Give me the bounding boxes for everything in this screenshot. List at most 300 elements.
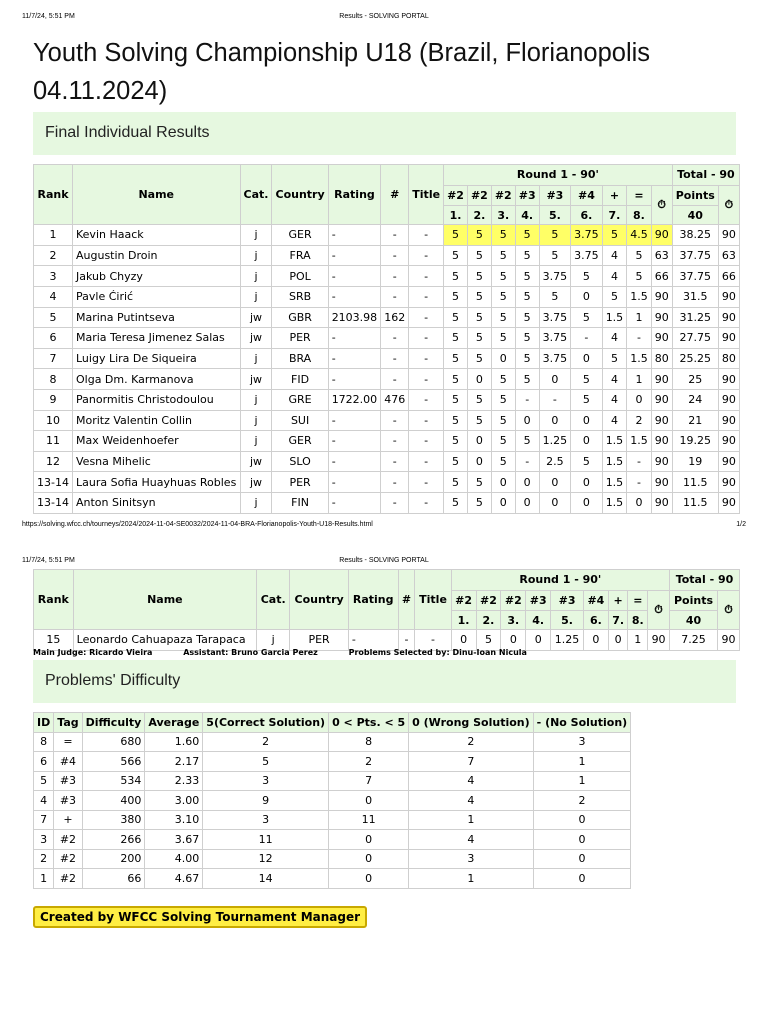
rank-cell: 9 [34, 389, 73, 410]
difficulty-row [34, 791, 631, 811]
score-cell: 5 [467, 225, 491, 246]
time-cell: 90 [651, 389, 672, 410]
score-cell: 1.5 [627, 431, 652, 452]
score-cell: 5 [444, 451, 468, 472]
score-cell: 4 [602, 410, 627, 431]
col-rating-header: Rating [348, 570, 398, 630]
difficulty-cell: 3 [533, 732, 631, 752]
problem-tag-header: + [608, 590, 628, 611]
difficulty-cell: 8 [34, 732, 54, 752]
hash-cell: - [381, 245, 409, 266]
difficulty-cell: 3.10 [145, 810, 203, 830]
rating-cell: - [328, 225, 381, 246]
difficulty-row [34, 752, 631, 772]
difficulty-col-header: Average [145, 713, 203, 733]
score-cell: 1 [628, 630, 648, 651]
time-cell: 90 [651, 369, 672, 390]
difficulty-cell: 2.33 [145, 771, 203, 791]
problem-tag-header: #3 [526, 590, 551, 611]
country-cell: PER [272, 472, 328, 493]
result-row [34, 307, 740, 328]
difficulty-cell: 2 [34, 849, 54, 869]
score-cell: 5 [491, 266, 515, 287]
score-cell: 5 [515, 286, 539, 307]
difficulty-cell: 5 [203, 752, 329, 772]
cat-cell: jw [240, 307, 272, 328]
score-cell: - [627, 328, 652, 349]
difficulty-cell: 1 [409, 810, 534, 830]
stopwatch-icon: ⏱ [648, 590, 670, 630]
problem-tag-header: #3 [539, 185, 571, 206]
difficulty-cell: #2 [54, 869, 82, 889]
col-title-header: Title [415, 570, 451, 630]
title-cell: - [409, 410, 444, 431]
score-cell: 5 [491, 286, 515, 307]
country-cell: GER [272, 431, 328, 452]
score-cell: 0 [515, 492, 539, 513]
problem-number-header: 7. [608, 611, 628, 630]
difficulty-cell: 4 [409, 830, 534, 850]
col-name-header: Name [73, 165, 241, 225]
rating-cell: - [328, 492, 381, 513]
result-row [34, 328, 740, 349]
score-cell: 5 [444, 410, 468, 431]
difficulty-cell: 2 [203, 732, 329, 752]
score-cell: 5 [444, 286, 468, 307]
points-cell: 21 [672, 410, 718, 431]
time-cell: 90 [651, 286, 672, 307]
difficulty-cell: 2 [533, 791, 631, 811]
total-time-cell: 90 [718, 369, 739, 390]
difficulty-col-header: - (No Solution) [533, 713, 631, 733]
score-cell: 0 [467, 369, 491, 390]
title-cell: - [409, 328, 444, 349]
score-cell: 0 [467, 431, 491, 452]
problem-tag-header: + [602, 185, 627, 206]
col-country-header: Country [272, 165, 328, 225]
score-cell: 5 [571, 266, 603, 287]
problem-number-header: 3. [501, 611, 526, 630]
score-cell: 5 [491, 369, 515, 390]
points-cell: 7.25 [670, 630, 718, 651]
score-cell: 1.5 [627, 348, 652, 369]
problem-number-header: 8. [628, 611, 648, 630]
score-cell: 4 [602, 369, 627, 390]
rating-cell: - [328, 266, 381, 287]
rating-cell: - [328, 431, 381, 452]
col-hash-header: # [381, 165, 409, 225]
total-time-cell: 90 [718, 472, 739, 493]
stopwatch-icon: ⏱ [718, 185, 739, 225]
total-header: Total - 90 [672, 165, 739, 186]
difficulty-cell: 3 [203, 810, 329, 830]
score-cell: 5 [571, 307, 603, 328]
points-header: Points [670, 590, 718, 611]
problem-tag-header: #2 [467, 185, 491, 206]
hash-cell: - [381, 369, 409, 390]
problem-number-header: 1. [451, 611, 476, 630]
problem-tag-header: #2 [451, 590, 476, 611]
score-cell: 0 [515, 410, 539, 431]
cat-cell: j [240, 245, 272, 266]
difficulty-cell: 4 [409, 771, 534, 791]
name-cell: Leonardo Cahuapaza Tarapaca [73, 630, 256, 651]
problem-number-header: 2. [467, 206, 491, 225]
score-cell: 1.5 [602, 451, 627, 472]
title-cell: - [415, 630, 451, 651]
difficulty-cell: 566 [82, 752, 145, 772]
result-row [34, 266, 740, 287]
score-cell: 1.5 [602, 431, 627, 452]
score-cell: 0 [571, 492, 603, 513]
difficulty-cell: 0 [533, 849, 631, 869]
problem-tag-header: #2 [491, 185, 515, 206]
difficulty-col-header: 0 (Wrong Solution) [409, 713, 534, 733]
score-cell: 5 [444, 472, 468, 493]
difficulty-cell: 7 [34, 810, 54, 830]
score-cell: 5 [491, 307, 515, 328]
points-cell: 37.75 [672, 245, 718, 266]
score-cell: 5 [467, 266, 491, 287]
name-cell: Luigy Lira De Siqueira [73, 348, 241, 369]
country-cell: SRB [272, 286, 328, 307]
cat-cell: j [240, 286, 272, 307]
score-cell: 0 [526, 630, 551, 651]
score-cell: 5 [539, 245, 571, 266]
hash-cell: - [381, 472, 409, 493]
col-rank-header: Rank [34, 570, 74, 630]
score-cell: - [515, 451, 539, 472]
difficulty-cell: 9 [203, 791, 329, 811]
time-cell: 90 [648, 630, 670, 651]
round-header: Round 1 - 90' [451, 570, 669, 591]
score-cell: 2.5 [539, 451, 571, 472]
total-header: Total - 90 [670, 570, 740, 591]
time-cell: 90 [651, 492, 672, 513]
rank-cell: 4 [34, 286, 73, 307]
difficulty-cell: 0 [329, 869, 409, 889]
print-page-title-2: Results - SOLVING PORTAL [339, 557, 429, 564]
difficulty-cell: 3 [203, 771, 329, 791]
print-datetime: 11/7/24, 5:51 PM [22, 13, 75, 20]
name-cell: Marina Putintseva [73, 307, 241, 328]
problem-tag-header: = [627, 185, 652, 206]
cat-cell: j [240, 410, 272, 431]
rating-cell: - [348, 630, 398, 651]
total-time-cell: 90 [718, 492, 739, 513]
time-cell: 90 [651, 225, 672, 246]
score-cell: 5 [491, 410, 515, 431]
results-table-continued [33, 569, 740, 651]
problem-number-header: 4. [526, 611, 551, 630]
difficulty-cell: 200 [82, 849, 145, 869]
name-cell: Pavle Ćirić [73, 286, 241, 307]
difficulty-cell: 0 [533, 830, 631, 850]
score-cell: 5 [444, 389, 468, 410]
rating-cell: - [328, 286, 381, 307]
difficulty-cell: 3 [409, 849, 534, 869]
country-cell: FRA [272, 245, 328, 266]
rating-cell: - [328, 328, 381, 349]
score-cell: 5 [467, 307, 491, 328]
difficulty-row [34, 849, 631, 869]
difficulty-col-header: Tag [54, 713, 82, 733]
col-cat-header: Cat. [240, 165, 272, 225]
score-cell: 0 [571, 410, 603, 431]
score-cell: 5 [444, 431, 468, 452]
difficulty-col-header: 0 < Pts. < 5 [329, 713, 409, 733]
score-cell: 5 [467, 348, 491, 369]
rank-cell: 1 [34, 225, 73, 246]
points-cell: 31.5 [672, 286, 718, 307]
rating-cell: - [328, 472, 381, 493]
title-cell: - [409, 348, 444, 369]
difficulty-cell: 0 [329, 791, 409, 811]
score-cell: 5 [515, 369, 539, 390]
problem-number-header: 5. [551, 611, 584, 630]
score-cell: 4 [602, 245, 627, 266]
time-cell: 90 [651, 307, 672, 328]
score-cell: - [539, 389, 571, 410]
result-row [34, 410, 740, 431]
score-cell: 0 [583, 630, 608, 651]
problem-number-header: 6. [571, 206, 603, 225]
score-cell: 5 [602, 225, 627, 246]
points-cell: 19 [672, 451, 718, 472]
score-cell: 1.5 [602, 472, 627, 493]
credit-link[interactable]: Created by WFCC Solving Tournament Manager [33, 906, 367, 928]
score-cell: 0 [501, 630, 526, 651]
country-cell: GER [272, 225, 328, 246]
country-cell: PER [290, 630, 349, 651]
problems-selected-by: Problems Selected by: Dinu-Ioan Nicula [348, 648, 527, 657]
name-cell: Anton Sinitsyn [73, 492, 241, 513]
points-header: Points [672, 185, 718, 206]
print-datetime-2: 11/7/24, 5:51 PM [22, 557, 75, 564]
difficulty-cell: 12 [203, 849, 329, 869]
score-cell: 5 [491, 245, 515, 266]
page-title: Youth Solving Championship U18 (Brazil, Florianopolis 04.11.2024) [33, 39, 651, 105]
score-cell: 0 [491, 348, 515, 369]
score-cell: 0 [627, 492, 652, 513]
result-row [34, 389, 740, 410]
difficulty-cell: 7 [409, 752, 534, 772]
rank-cell: 8 [34, 369, 73, 390]
score-cell: - [571, 328, 603, 349]
score-cell: 5 [515, 328, 539, 349]
rank-cell: 11 [34, 431, 73, 452]
title-cell: - [409, 225, 444, 246]
difficulty-cell: 4 [34, 791, 54, 811]
cat-cell: j [240, 389, 272, 410]
result-row [34, 245, 740, 266]
difficulty-row [34, 810, 631, 830]
points-cell: 25 [672, 369, 718, 390]
score-cell: 5 [539, 286, 571, 307]
score-cell: 0 [539, 492, 571, 513]
points-cell: 11.5 [672, 492, 718, 513]
cat-cell: jw [240, 472, 272, 493]
score-cell: 5 [467, 492, 491, 513]
difficulty-cell: + [54, 810, 82, 830]
total-time-cell: 90 [718, 389, 739, 410]
time-cell: 80 [651, 348, 672, 369]
rating-cell: - [328, 410, 381, 431]
hash-cell: - [398, 630, 415, 651]
problem-number-header: 3. [491, 206, 515, 225]
score-cell: 5 [467, 286, 491, 307]
cat-cell: jw [240, 451, 272, 472]
time-cell: 63 [651, 245, 672, 266]
score-cell: 5 [602, 348, 627, 369]
score-cell: 0 [515, 472, 539, 493]
col-rating-header: Rating [328, 165, 381, 225]
rank-cell: 6 [34, 328, 73, 349]
total-time-cell: 90 [718, 328, 739, 349]
score-cell: 5 [467, 410, 491, 431]
difficulty-cell: 3.67 [145, 830, 203, 850]
score-cell: 5 [444, 492, 468, 513]
score-cell: 5 [444, 348, 468, 369]
score-cell: 5 [491, 431, 515, 452]
problem-number-header: 6. [583, 611, 608, 630]
difficulty-cell: 4.00 [145, 849, 203, 869]
difficulty-row [34, 732, 631, 752]
total-time-cell: 80 [718, 348, 739, 369]
col-rank-header: Rank [34, 165, 73, 225]
total-time-cell: 63 [718, 245, 739, 266]
problem-tag-header: #3 [551, 590, 584, 611]
score-cell: 3.75 [571, 225, 603, 246]
title-cell: - [409, 492, 444, 513]
score-cell: 5 [491, 328, 515, 349]
cat-cell: j [240, 225, 272, 246]
rating-cell: - [328, 451, 381, 472]
score-cell: 0 [571, 348, 603, 369]
result-row [34, 451, 740, 472]
country-cell: SLO [272, 451, 328, 472]
rating-cell: - [328, 245, 381, 266]
difficulty-cell: 11 [329, 810, 409, 830]
score-cell: 5 [515, 307, 539, 328]
difficulty-cell: 0 [533, 869, 631, 889]
difficulty-cell: 0 [329, 849, 409, 869]
difficulty-cell: 5 [34, 771, 54, 791]
problem-tag-header: #2 [476, 590, 501, 611]
difficulty-cell: #3 [54, 791, 82, 811]
result-row [34, 431, 740, 452]
difficulty-cell: 1 [34, 869, 54, 889]
hash-cell: - [381, 266, 409, 287]
score-cell: 5 [515, 266, 539, 287]
points-cell: 24 [672, 389, 718, 410]
difficulty-row [34, 771, 631, 791]
score-cell: 5 [491, 225, 515, 246]
difficulty-heading: Problems' Difficulty [33, 660, 736, 703]
rank-cell: 10 [34, 410, 73, 431]
score-cell: - [515, 389, 539, 410]
total-time-cell: 90 [718, 451, 739, 472]
problem-number-header: 1. [444, 206, 468, 225]
difficulty-col-header: 5(Correct Solution) [203, 713, 329, 733]
name-cell: Panormitis Christodoulou [73, 389, 241, 410]
score-cell: 1.25 [551, 630, 584, 651]
difficulty-cell: 680 [82, 732, 145, 752]
score-cell: 3.75 [539, 328, 571, 349]
difficulty-cell: 2.17 [145, 752, 203, 772]
name-cell: Jakub Chyzy [73, 266, 241, 287]
difficulty-cell: 380 [82, 810, 145, 830]
difficulty-cell: 2 [329, 752, 409, 772]
col-country-header: Country [290, 570, 349, 630]
rank-cell: 5 [34, 307, 73, 328]
score-cell: 5 [467, 328, 491, 349]
assistant-judge: Assistant: Bruno Garcia Perez [183, 648, 318, 657]
points-cell: 38.25 [672, 225, 718, 246]
result-row [34, 348, 740, 369]
title-cell: - [409, 472, 444, 493]
score-cell: 3.75 [539, 266, 571, 287]
total-time-cell: 90 [718, 410, 739, 431]
score-cell: 5 [444, 328, 468, 349]
time-cell: 90 [651, 410, 672, 431]
points-cell: 37.75 [672, 266, 718, 287]
hash-cell: - [381, 410, 409, 431]
hash-cell: - [381, 225, 409, 246]
print-url: https://solving.wfcc.ch/tourneys/2024/2024-11-04-SE0032/2024-11-04-BRA-Florianopolis-Youth-U18-Results.html [22, 521, 373, 528]
points-cell: 25.25 [672, 348, 718, 369]
title-cell: - [409, 286, 444, 307]
print-page-title: Results - SOLVING PORTAL [339, 13, 429, 20]
time-cell: 90 [651, 328, 672, 349]
rank-cell: 3 [34, 266, 73, 287]
difficulty-cell: #2 [54, 849, 82, 869]
score-cell: 5 [515, 431, 539, 452]
hash-cell: 476 [381, 389, 409, 410]
stopwatch-icon: ⏱ [717, 590, 739, 630]
score-cell: 5 [515, 245, 539, 266]
problem-tag-header: #4 [571, 185, 603, 206]
score-cell: 4 [602, 389, 627, 410]
difficulty-cell: 534 [82, 771, 145, 791]
country-cell: BRA [272, 348, 328, 369]
score-cell: 5 [467, 389, 491, 410]
difficulty-cell: 7 [329, 771, 409, 791]
total-time-cell: 90 [718, 307, 739, 328]
difficulty-row [34, 869, 631, 889]
problem-number-header: 4. [515, 206, 539, 225]
total-time-cell: 90 [718, 431, 739, 452]
score-cell: 0 [491, 472, 515, 493]
score-cell: 0 [571, 472, 603, 493]
score-cell: 5 [467, 472, 491, 493]
stopwatch-icon: ⏱ [651, 185, 672, 225]
difficulty-cell: 4.67 [145, 869, 203, 889]
score-cell: 5 [571, 389, 603, 410]
country-cell: FIN [272, 492, 328, 513]
score-cell: 4 [602, 328, 627, 349]
difficulty-col-header: Difficulty [82, 713, 145, 733]
result-row [34, 492, 740, 513]
hash-cell: - [381, 286, 409, 307]
score-cell: 1.5 [602, 307, 627, 328]
score-cell: 0 [539, 472, 571, 493]
score-cell: 1.5 [627, 286, 652, 307]
score-cell: 5 [571, 369, 603, 390]
difficulty-cell: 3.00 [145, 791, 203, 811]
rank-cell: 13-14 [34, 492, 73, 513]
score-cell: 3.75 [539, 348, 571, 369]
